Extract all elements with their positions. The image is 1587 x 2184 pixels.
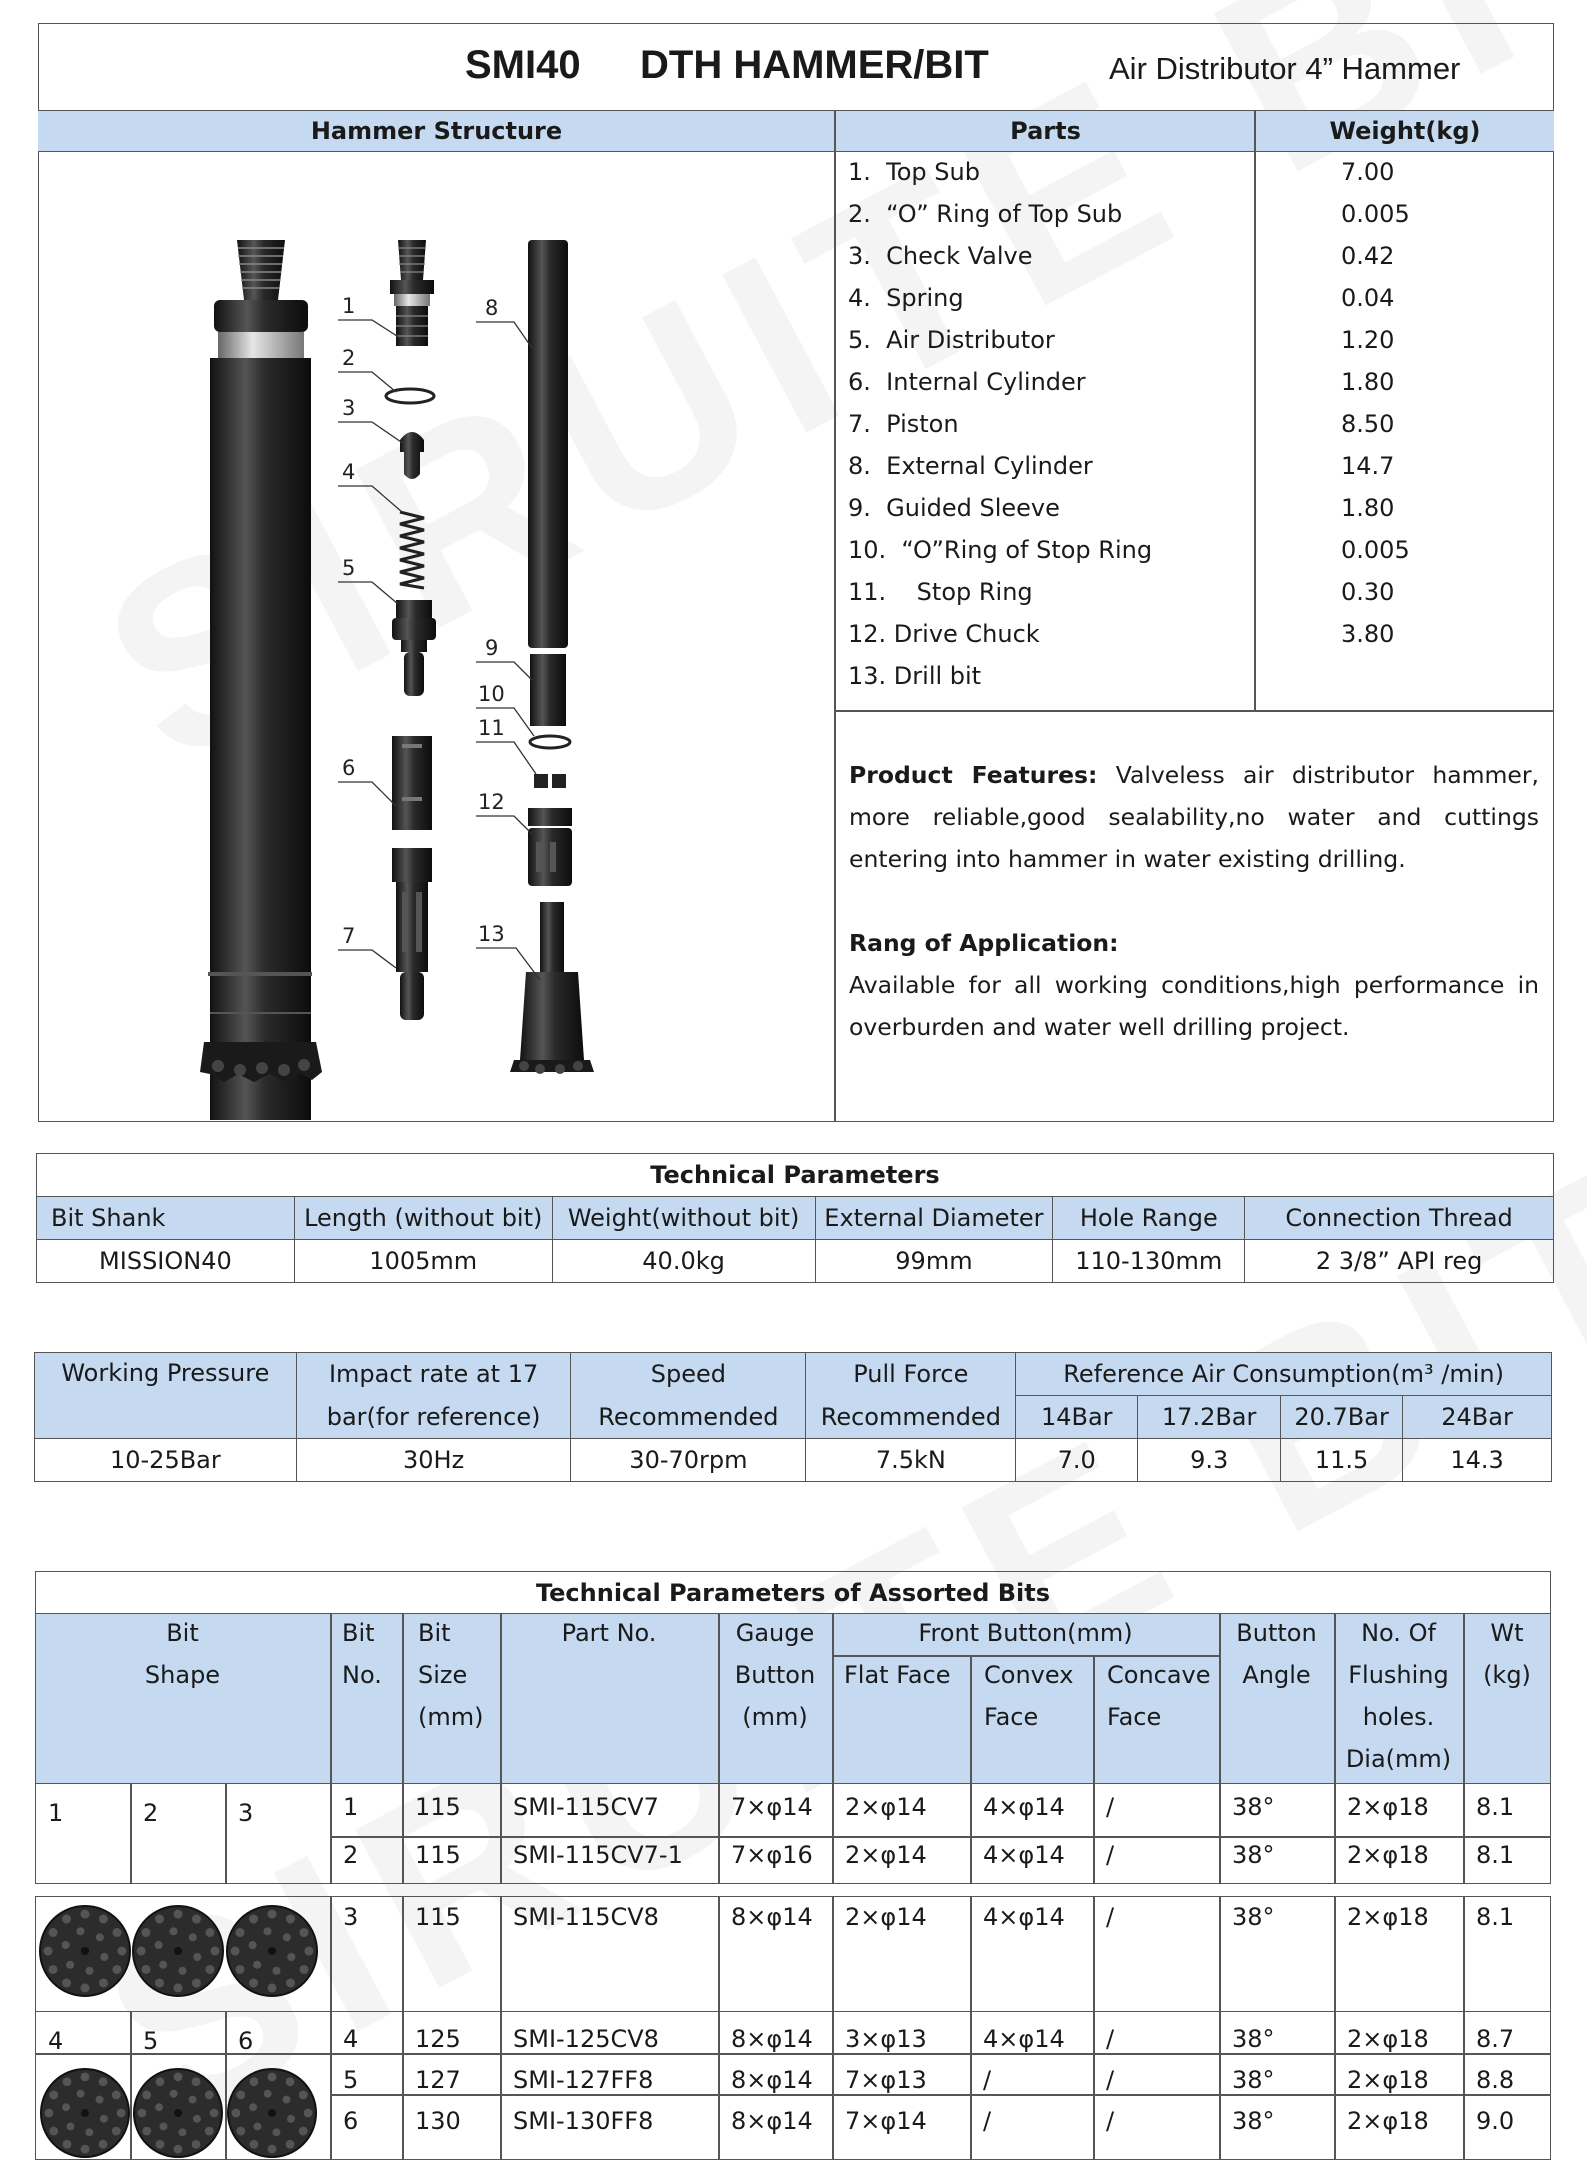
bits-cell-size: 115 (415, 1793, 461, 1821)
part-name: 8. External Cylinder (848, 452, 1093, 480)
title-model: SMI40 (465, 43, 581, 87)
bits-cell-flush: 2×φ18 (1347, 2025, 1429, 2053)
structure-heading: Hammer Structure (310, 117, 563, 145)
work-pressure-header: Working Pressure (35, 1353, 297, 1439)
bits-cell-convex: 4×φ14 (983, 1793, 1065, 1821)
parts-row (848, 620, 1548, 662)
bits-cell-concave: / (1106, 1793, 1115, 1821)
part-weight: 0.30 (1341, 578, 1395, 606)
grid-line (832, 1896, 834, 2012)
label-2: 2 (342, 346, 356, 370)
part-air-distributor (392, 600, 436, 696)
bits-cell-angle: 38° (1232, 1841, 1275, 1869)
grid-line (225, 1784, 227, 1884)
part-name: 13. Drill bit (848, 662, 982, 690)
bits-title-cell (35, 1571, 1551, 1614)
bits-header-text: Flushing (1348, 1661, 1449, 1689)
bits-header-text: Face (984, 1703, 1039, 1731)
label-12: 12 (478, 790, 505, 814)
part-name: 7. Piston (848, 410, 959, 438)
bits-cell-flat: 2×φ14 (845, 1841, 927, 1869)
part-name: 4. Spring (848, 284, 964, 312)
grid-line (402, 1896, 404, 2012)
bits-header-text: Bit (166, 1619, 199, 1647)
bits-cell-convex: 4×φ14 (983, 1903, 1065, 1931)
work-speed-header-1: Speed (571, 1353, 806, 1396)
grid-line (500, 1896, 502, 2012)
bits-cell-size: 127 (415, 2066, 461, 2094)
label-1: 1 (342, 294, 356, 318)
grid-line (402, 1784, 404, 1884)
bits-header-text: Convex (984, 1661, 1074, 1689)
bits-cell-gauge: 7×φ14 (731, 1793, 813, 1821)
features-text (849, 754, 1539, 880)
bits-cell-concave: / (1106, 2066, 1115, 2094)
part-external-cylinder (528, 240, 568, 648)
grid-line (130, 1784, 132, 1884)
part-drive-chuck (528, 808, 572, 886)
label-8: 8 (485, 296, 499, 320)
work-pull-header-1: Pull Force (806, 1353, 1016, 1396)
grid-line (330, 2012, 332, 2160)
bits-cell-part: SMI-115CV7-1 (513, 1841, 683, 1869)
bits-cell-gauge: 8×φ14 (731, 2107, 813, 2135)
features-block (849, 754, 1539, 1048)
bits-cell-flush: 2×φ18 (1347, 2066, 1429, 2094)
bits-header-text: Front Button(mm) (918, 1619, 1133, 1647)
parts-row (848, 368, 1548, 410)
bits-cell-part: SMI-125CV8 (513, 2025, 659, 2053)
work-impact-header-1: Impact rate at 17 (296, 1353, 571, 1396)
grid-line (330, 1784, 332, 1884)
bit-shape-number: 1 (48, 1799, 64, 1827)
part-check-valve (400, 432, 424, 479)
bits-header-text: Part No. (561, 1619, 657, 1647)
divider-features (835, 710, 1554, 712)
bits-cell-angle: 38° (1232, 2107, 1275, 2135)
bits-cell-no: 5 (343, 2066, 359, 2094)
work-impact-header-2: bar(for reference) (296, 1396, 571, 1439)
bits-header-text: Concave (1107, 1661, 1211, 1689)
assembled-hammer (200, 240, 322, 1120)
grid-line (718, 2012, 720, 2160)
tech-value-4: 110-130mm (1053, 1240, 1245, 1283)
bits-cell-no: 3 (343, 1903, 359, 1931)
bits-cell-part: SMI-115CV8 (513, 1903, 659, 1931)
label-9: 9 (485, 636, 499, 660)
bits-cell-angle: 38° (1232, 1903, 1275, 1931)
grid-line (330, 2094, 1551, 2096)
bit-shape-number: 4 (48, 2027, 64, 2055)
bits-cell-size: 115 (415, 1903, 461, 1931)
grid-line (1093, 1896, 1095, 2012)
part-spring (400, 512, 424, 588)
title-subtitle: Air Distributor 4” Hammer (1109, 51, 1461, 86)
part-stop-ring (534, 774, 566, 788)
tech-table (36, 1153, 1554, 1283)
grid-line (500, 2012, 502, 2160)
bits-header-text: (mm) (418, 1703, 484, 1731)
part-o-ring (386, 389, 434, 403)
bits-cell-no: 6 (343, 2107, 359, 2135)
bits-cell-gauge: 8×φ14 (731, 2066, 813, 2094)
tech-value-0: MISSION40 (37, 1240, 295, 1283)
bit-shape-1-image (35, 1901, 135, 2001)
tech-header-4: Hole Range (1053, 1197, 1245, 1240)
bits-header-text: Shape (144, 1661, 221, 1689)
part-weight: 14.7 (1341, 452, 1395, 480)
part-weight: 7.00 (1341, 158, 1395, 186)
weight-header (1255, 110, 1554, 152)
parts-row (848, 284, 1548, 326)
work-pull-header-2: Recommended (806, 1396, 1016, 1439)
bits-cell-flat: 2×φ14 (845, 1793, 927, 1821)
bits-cell-flush: 2×φ18 (1347, 1903, 1429, 1931)
parts-list (848, 158, 1548, 704)
grid-line (970, 1896, 972, 2012)
parts-row (848, 536, 1548, 578)
hammer-drawing (40, 152, 834, 1120)
tech-header-5: Connection Thread (1245, 1197, 1554, 1240)
bits-cell-concave: / (1106, 1903, 1115, 1931)
part-name: 1. Top Sub (848, 158, 980, 186)
bits-cell-part: SMI-115CV7 (513, 1793, 659, 1821)
part-weight: 1.80 (1341, 368, 1395, 396)
divider-structure (834, 110, 836, 1122)
grid-line (1093, 2012, 1095, 2160)
tech-value-3: 99mm (815, 1240, 1053, 1283)
bits-cell-angle: 38° (1232, 1793, 1275, 1821)
work-bar-4: 24Bar (1403, 1396, 1552, 1439)
grid-line (1463, 2012, 1465, 2160)
bits-cell-concave: / (1106, 2025, 1115, 2053)
bits-cell-flush: 2×φ18 (1347, 1841, 1429, 1869)
grid-line (1334, 1896, 1336, 2012)
label-7: 7 (342, 924, 356, 948)
bits-cell-convex: 4×φ14 (983, 1841, 1065, 1869)
tech-header-1: Length (without bit) (294, 1197, 552, 1240)
part-weight: 0.04 (1341, 284, 1395, 312)
bits-cell-flush: 2×φ18 (1347, 1793, 1429, 1821)
work-air-4: 14.3 (1403, 1439, 1552, 1482)
bits-header-text: Dia(mm) (1345, 1745, 1452, 1773)
part-top-sub (390, 240, 434, 346)
bits-cell-wt: 8.1 (1476, 1841, 1515, 1869)
application-text: Available for all working conditions,high performance in overburden and water well drilling project. (849, 971, 1539, 1041)
part-guided-sleeve (530, 654, 566, 726)
bits-cell-size: 130 (415, 2107, 461, 2135)
grid-line (1219, 1784, 1221, 1884)
part-name: 2. “O” Ring of Top Sub (848, 200, 1123, 228)
application-label: Rang of Application: (849, 929, 1119, 957)
bits-header-text: Bit (418, 1619, 451, 1647)
part-weight: 0.005 (1341, 536, 1410, 564)
bits-cell-concave: / (1106, 2107, 1115, 2135)
bit-shape-2-image (128, 1901, 228, 2001)
bits-cell-gauge: 8×φ14 (731, 2025, 813, 2053)
features-label: Product Features: (849, 761, 1098, 789)
parts-row (848, 494, 1548, 536)
grid-line (1334, 2012, 1336, 2160)
parts-row (848, 200, 1548, 242)
bit-shape-3-image (222, 1901, 322, 2001)
grid-line (330, 1836, 1551, 1838)
label-3: 3 (342, 396, 356, 420)
bits-cell-wt: 8.8 (1476, 2066, 1515, 2094)
part-weight: 0.005 (1341, 200, 1410, 228)
grid-line (970, 2012, 972, 2160)
bits-cell-part: SMI-127FF8 (513, 2066, 654, 2094)
work-air-header: Reference Air Consumption(m³ /min) (1016, 1353, 1552, 1396)
bits-cell-size: 125 (415, 2025, 461, 2053)
grid-line (1219, 2012, 1221, 2160)
grid-line (1463, 1896, 1465, 2012)
bits-header-text: No. (342, 1661, 382, 1689)
label-10: 10 (478, 682, 505, 706)
work-pull-value: 7.5kN (806, 1439, 1016, 1482)
grid-line (402, 2012, 404, 2160)
bits-header-text: holes. (1362, 1703, 1435, 1731)
work-table (34, 1352, 1552, 1482)
label-11: 11 (478, 716, 505, 740)
bits-cell-flush: 2×φ18 (1347, 2107, 1429, 2135)
bits-header-text: Flat Face (844, 1661, 951, 1689)
grid-line (832, 2012, 834, 2160)
bits-cell-part: SMI-130FF8 (513, 2107, 654, 2135)
work-bar-1: 14Bar (1016, 1396, 1138, 1439)
bits-header-text: Angle (1242, 1661, 1311, 1689)
work-bar-2: 17.2Bar (1138, 1396, 1281, 1439)
grid-line (832, 1784, 834, 1884)
bits-cell-angle: 38° (1232, 2025, 1275, 2053)
grid-line (500, 1784, 502, 1884)
bits-cell-angle: 38° (1232, 2066, 1275, 2094)
bits-header-text: Gauge (735, 1619, 815, 1647)
part-name: 12. Drive Chuck (848, 620, 1040, 648)
part-name: 11. Stop Ring (848, 578, 1033, 606)
bits-title: Technical Parameters of Assorted Bits (535, 1578, 1051, 1607)
bits-cell-flat: 3×φ13 (845, 2025, 927, 2053)
part-name: 9. Guided Sleeve (848, 494, 1060, 522)
part-name: 6. Internal Cylinder (848, 368, 1086, 396)
bit-shape-number: 5 (143, 2027, 159, 2055)
parts-col-header: Parts (1010, 117, 1081, 145)
part-weight: 1.80 (1341, 494, 1395, 522)
part-weight: 1.20 (1341, 326, 1395, 354)
weight-col-header: Weight(kg) (1329, 117, 1481, 145)
bits-header-text: Bit (342, 1619, 375, 1647)
part-weight: 8.50 (1341, 410, 1395, 438)
features-desc: Valveless air distributor hammer, more reliable,good sealability,no water and cuttings entering into hammer in water existing drilling. (849, 761, 1539, 873)
bits-header-text: (mm) (742, 1703, 808, 1731)
parts-header (835, 110, 1255, 152)
tech-value-1: 1005mm (294, 1240, 552, 1283)
tech-header-3: External Diameter (815, 1197, 1053, 1240)
part-drill-bit (510, 902, 594, 1074)
part-name: 5. Air Distributor (848, 326, 1055, 354)
bits-header-text: Face (1107, 1703, 1162, 1731)
bits-cell-gauge: 7×φ16 (731, 1841, 813, 1869)
bits-cell-convex: 4×φ14 (983, 2025, 1065, 2053)
tech-header-0: Bit Shank (37, 1197, 295, 1240)
parts-row (848, 242, 1548, 284)
bits-header-text: (kg) (1483, 1661, 1531, 1689)
bit-shape-6-image (223, 2064, 321, 2162)
grid-line (832, 1655, 1219, 1657)
label-6: 6 (342, 756, 356, 780)
work-pressure-value: 10-25Bar (35, 1439, 297, 1482)
bits-cell-gauge: 8×φ14 (731, 1903, 813, 1931)
grid-line (718, 1784, 720, 1884)
bits-cell-no: 2 (343, 1841, 359, 1869)
parts-row (848, 662, 1548, 704)
bits-cell-convex: / (983, 2107, 992, 2135)
grid-line (1463, 1784, 1465, 1884)
part-weight: 3.80 (1341, 620, 1395, 648)
bits-cell-flat: 7×φ13 (845, 2066, 927, 2094)
work-speed-header-2: Recommended (571, 1396, 806, 1439)
bit-shape-5-image (129, 2064, 227, 2162)
tech-value-2: 40.0kg (552, 1240, 815, 1283)
bits-header-text: Button (734, 1661, 816, 1689)
structure-header (38, 110, 835, 152)
grid-line (1334, 1784, 1336, 1884)
work-bar-3: 20.7Bar (1281, 1396, 1403, 1439)
work-impact-value: 30Hz (296, 1439, 571, 1482)
tech-value-5: 2 3/8” API reg (1245, 1240, 1554, 1283)
bits-cell-no: 4 (343, 2025, 359, 2053)
grid-line (718, 1896, 720, 2012)
bit-shape-number: 6 (238, 2027, 254, 2055)
label-4: 4 (342, 460, 356, 484)
part-name: 3. Check Valve (848, 242, 1033, 270)
bits-cell-flat: 2×φ14 (845, 1903, 927, 1931)
parts-row (848, 410, 1548, 452)
bits-header-text: Size (418, 1661, 468, 1689)
tech-title: Technical Parameters (37, 1154, 1554, 1197)
work-speed-value: 30-70rpm (571, 1439, 806, 1482)
bit-shape-4-image (36, 2064, 134, 2162)
bits-header-text: Wt (1490, 1619, 1524, 1647)
grid-line (970, 1784, 972, 1884)
bits-header-text: Button (1236, 1619, 1317, 1647)
parts-row (848, 452, 1548, 494)
label-5: 5 (342, 556, 356, 580)
bits-cell-wt: 9.0 (1476, 2107, 1515, 2135)
bits-cell-wt: 8.1 (1476, 1903, 1515, 1931)
bits-cell-wt: 8.1 (1476, 1793, 1515, 1821)
bits-cell-convex: / (983, 2066, 992, 2094)
part-stop-ring-o-ring (530, 736, 570, 748)
grid-line (1219, 1896, 1221, 2012)
parts-row (848, 578, 1548, 620)
grid-line (1093, 1784, 1095, 1884)
part-name: 10. “O”Ring of Stop Ring (848, 536, 1153, 564)
parts-row (848, 158, 1548, 200)
label-13: 13 (478, 922, 505, 946)
grid-line (330, 1896, 332, 2012)
bits-section (35, 1571, 1551, 2161)
bits-cell-no: 1 (343, 1793, 359, 1821)
bit-shape-number: 3 (238, 1799, 254, 1827)
bits-header-text: No. Of (1361, 1619, 1436, 1647)
title-product: DTH HAMMER/BIT (640, 43, 989, 87)
bits-cell-concave: / (1106, 1841, 1115, 1869)
parts-row (848, 326, 1548, 368)
work-air-3: 11.5 (1281, 1439, 1403, 1482)
bit-shape-number: 2 (143, 1799, 159, 1827)
bits-cell-flat: 7×φ14 (845, 2107, 927, 2135)
work-air-1: 7.0 (1016, 1439, 1138, 1482)
part-internal-cylinder (392, 736, 432, 830)
part-weight: 0.42 (1341, 242, 1395, 270)
grid-line (35, 2053, 1551, 2055)
work-air-2: 9.3 (1138, 1439, 1281, 1482)
tech-header-2: Weight(without bit) (552, 1197, 815, 1240)
bits-cell-size: 115 (415, 1841, 461, 1869)
title-bar (38, 23, 1554, 110)
bits-cell-wt: 8.7 (1476, 2025, 1515, 2053)
part-piston (392, 848, 432, 1020)
